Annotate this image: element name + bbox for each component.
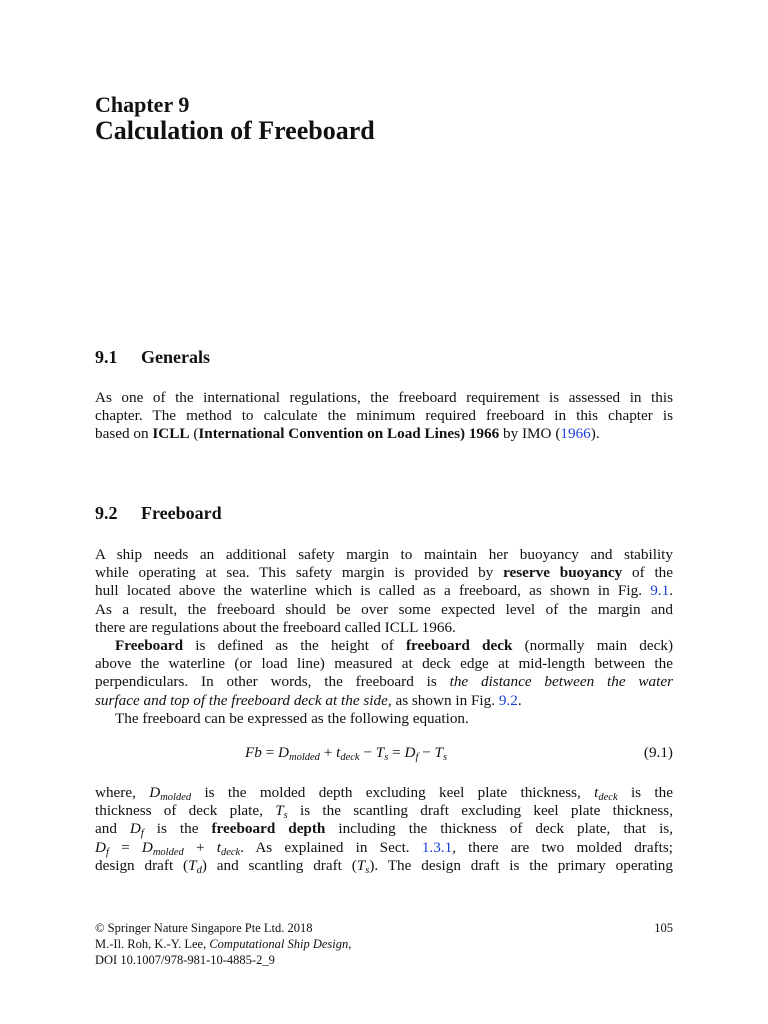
figure-link-9-2[interactable]: 9.2 [498, 691, 518, 709]
bold-term: Freeboard [115, 637, 184, 654]
text-line: based on ICLL (International Convention on Load Lines) 1966 by IMO (1966). [95, 425, 600, 443]
page-number: 105 [654, 921, 673, 935]
section-heading-9-1 [95, 346, 210, 368]
section-9-1-paragraph [95, 389, 673, 444]
section-title: Generals [141, 347, 210, 367]
bold-term: freeboard depth [211, 820, 326, 838]
authors-line: M.-Il. Roh, K.-Y. Lee, Computational Ship Design, [95, 937, 352, 951]
bold-term: reserve buoyancy [503, 564, 623, 582]
book-title: Computational Ship Design [209, 937, 349, 951]
section-9-2-paragraph-1 [95, 546, 673, 637]
text-line: $D_f = D_{molded} + t_{deck}$. As explained in Sect. 1.3.1, there are two molded drafts; [95, 838, 673, 858]
text-line: As a result, the freeboard should be over some expected level of the margin and [95, 600, 673, 618]
page [95, 0, 673, 1024]
text-line: there are regulations about the freeboard called ICLL 1966. [95, 618, 456, 636]
section-title: Freeboard [141, 503, 222, 523]
chapter-title: Calculation of Freeboard [95, 116, 375, 145]
section-number: 9.1 [95, 347, 118, 367]
text-line: surface and top of the freeboard deck at the side, as shown in Fig. 9.2. [95, 691, 522, 709]
text-line: hull located above the waterline which is called as a freeboard, as shown in Fig. 9.1. [95, 582, 673, 600]
text-line: As one of the international regulations, the freeboard requirement is assessed in this [95, 389, 673, 406]
section-link-1-3-1[interactable]: 1.3.1 [421, 838, 453, 856]
text-line: while operating at sea. This safety margin is provided by reserve buoyancy of the [95, 564, 673, 582]
section-9-2-paragraph-2 [95, 637, 673, 728]
text-line: where, $D_{molded}$ is the molded depth excluding keel plate thickness, $t_{deck}$ is the [95, 784, 673, 803]
text-line: chapter. The method to calculate the minimum required freeboard in this chapter is [95, 407, 673, 425]
text-line: design draft $(T_d)$ and scantling draft $(T_s)$. The design draft is the primary operating [95, 856, 673, 876]
text-line: Freeboard is defined as the height of freeboard deck (normally main deck) [115, 637, 674, 654]
equation-number: (9.1) [643, 744, 673, 761]
text-line: thickness of deck plate, $T_s$ is the scantling draft excluding keel plate thickness, [95, 802, 673, 822]
section-9-2-paragraph-4 [95, 784, 673, 875]
text-line: perpendiculars. In other words, the freeboard is the distance between the water [95, 673, 673, 691]
copyright-line: © Springer Nature Singapore Pte Ltd. 2018 [95, 921, 313, 935]
doi-line: DOI 10.1007/978-981-10-4885-2_9 [95, 953, 275, 967]
equation-9-1 [95, 744, 673, 766]
bold-term: freeboard deck [405, 637, 513, 654]
text-line: above the waterline (or load line) measured at deck edge at mid-length between the [95, 655, 673, 673]
bold-term: ICLL [152, 425, 190, 443]
text-line: The freeboard can be expressed as the following equation. [115, 709, 469, 727]
bold-term: International Convention on Load Lines) 1966 [198, 425, 500, 443]
section-heading-9-2 [95, 502, 222, 524]
italic-phrase: surface and top of the freeboard deck at the side [95, 691, 388, 709]
text-line: and $D_f$ is the freeboard depth including the thickness of deck plate, that is, [95, 820, 674, 840]
citation-link-1966[interactable]: 1966 [560, 425, 591, 443]
figure-link-9-1[interactable]: 9.1 [650, 582, 670, 600]
page-footer [95, 920, 673, 968]
section-number: 9.2 [95, 503, 118, 523]
italic-phrase: the distance between the water [449, 673, 673, 691]
text-line: A ship needs an additional safety margin to maintain her buoyancy and stability [95, 546, 673, 563]
chapter-label: Chapter 9 [95, 92, 190, 117]
equation-expression: $Fb = D_{molded} + t_{deck} - T_s = D_f - T_s$ [245, 744, 448, 763]
